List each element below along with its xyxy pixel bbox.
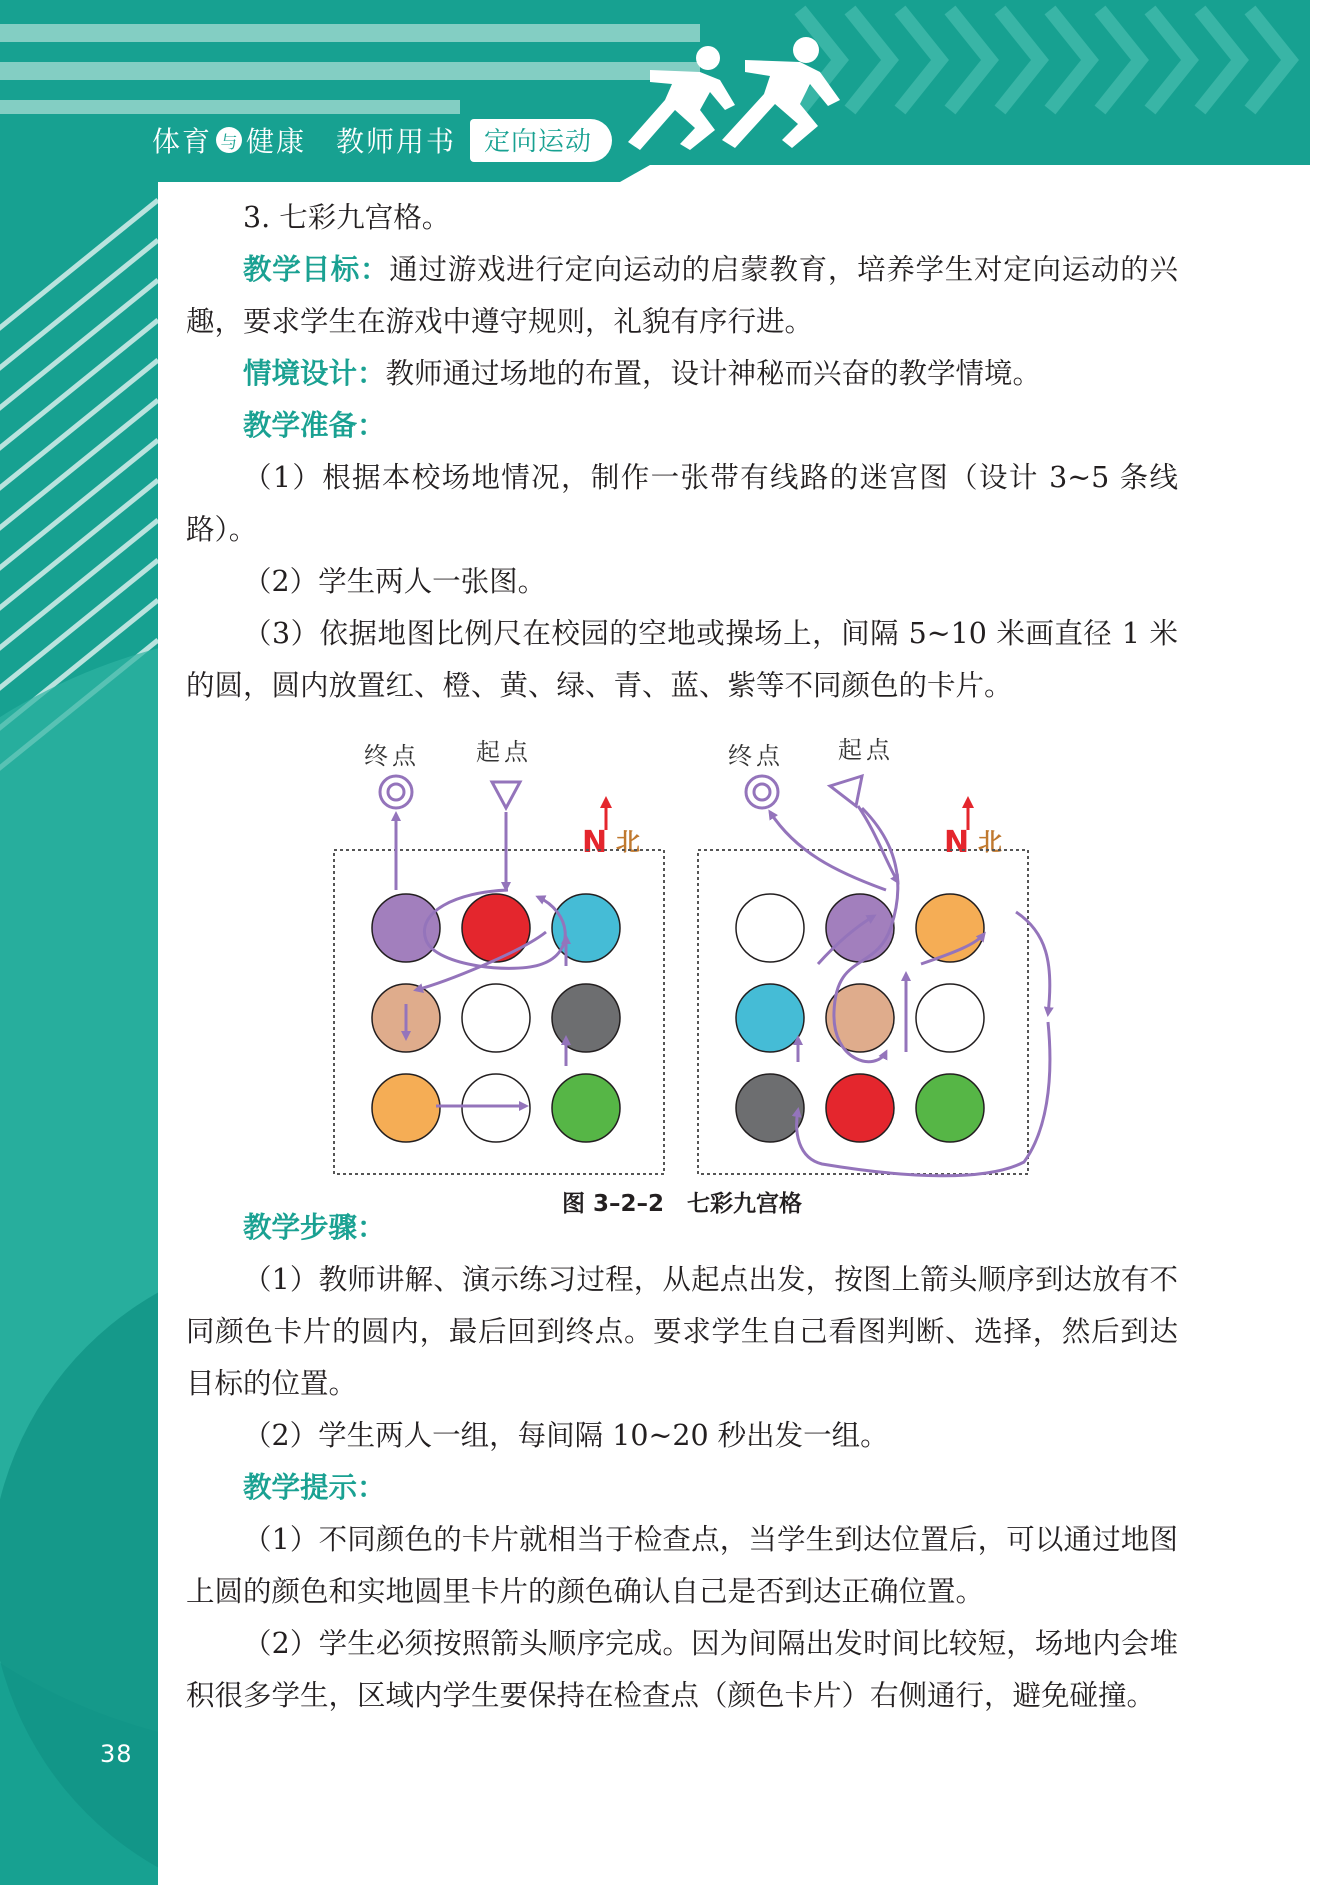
book-title-a: 体育 xyxy=(152,125,213,158)
finish-label-right: 终点 xyxy=(728,742,784,770)
page-header xyxy=(0,0,1332,182)
page-number: 38 xyxy=(100,1740,133,1768)
start-label-left: 起点 xyxy=(476,738,532,766)
tips-item: （2）学生必须按照箭头顺序完成。因为间隔出发时间比较短，场地内会堆积很多学生，区域内学生要保持在检查点（颜色卡片）右侧通行，避免碰撞。 xyxy=(186,1627,1178,1712)
prep-item: （2）学生两人一张图。 xyxy=(243,565,547,598)
goal-text: 通过游戏进行定向运动的启蒙教育，培养学生对定向运动的兴趣，要求学生在游戏中遵守规则，礼貌有序行进。 xyxy=(186,253,1178,338)
checkpoint-circle-white xyxy=(462,1074,530,1142)
header-title xyxy=(152,120,612,160)
checkpoint-circle-cyan xyxy=(736,984,804,1052)
north-letter-right: N xyxy=(944,825,970,860)
left-decorative-strip xyxy=(0,0,158,1885)
steps-item: （1）教师讲解、演示练习过程，从起点出发，按图上箭头顺序到达放有不同颜色卡片的圆内，最后回到终点。要求学生自己看图判断、选择，然后到达目标的位置。 xyxy=(186,1263,1178,1400)
prep-heading xyxy=(186,400,1178,452)
north-letter-left: N xyxy=(582,825,608,860)
checkpoint-circle-white xyxy=(916,984,984,1052)
goal-label: 教学目标： xyxy=(243,253,390,286)
steps-item: （2）学生两人一组，每间隔 10~20 秒出发一组。 xyxy=(243,1419,889,1452)
finish-label-left: 终点 xyxy=(364,742,420,770)
north-label-left: 北 xyxy=(616,828,640,856)
checkpoint-circle-white xyxy=(736,894,804,962)
scene-paragraph xyxy=(186,348,1178,400)
north-label-right: 北 xyxy=(978,828,1002,856)
page-content-lower xyxy=(186,1202,1178,1722)
start-marker-left xyxy=(492,782,520,808)
item-title: 3. 七彩九宫格。 xyxy=(243,201,451,234)
checkpoint-circle-orange xyxy=(916,894,984,962)
start-label-right: 起点 xyxy=(838,736,894,764)
finish-marker-right xyxy=(746,776,778,808)
steps-heading xyxy=(186,1202,1178,1254)
prep-item: （1）根据本校场地情况，制作一张带有线路的迷宫图（设计 3~5 条线路）。 xyxy=(186,461,1178,546)
tips-heading xyxy=(186,1462,1178,1514)
checkpoint-circle-green xyxy=(552,1074,620,1142)
tips-item: （1）不同颜色的卡片就相当于检查点，当学生到达位置后，可以通过地图上圆的颜色和实地圆里卡片的颜色确认自己是否到达正确位置。 xyxy=(186,1523,1178,1608)
start-marker-right xyxy=(830,776,862,806)
checkpoint-circle-gray xyxy=(736,1074,804,1142)
checkpoint-circle-white xyxy=(462,984,530,1052)
checkpoint-circle-purple xyxy=(372,894,440,962)
grid-right xyxy=(736,894,984,1142)
steps-label: 教学步骤： xyxy=(243,1211,386,1244)
goal-paragraph xyxy=(186,244,1178,348)
finish-marker-left xyxy=(380,776,412,808)
checkpoint-circle-gray xyxy=(552,984,620,1052)
checkpoint-circle-red xyxy=(462,894,530,962)
figure-caption: 图 3–2–2 七彩九宫格 xyxy=(561,1191,803,1217)
scene-label: 情境设计： xyxy=(243,357,386,390)
strip-pattern xyxy=(0,0,158,1885)
checkpoint-circle-purple xyxy=(826,894,894,962)
prep-item: （3）依据地图比例尺在校园的空地或操场上，间隔 5~10 米画直径 1 米的圆，圆内放置红、橙、黄、绿、青、蓝、紫等不同颜色的卡片。 xyxy=(186,617,1178,702)
tips-label: 教学提示： xyxy=(243,1471,386,1504)
prep-label: 教学准备： xyxy=(243,409,386,442)
book-title-b: 健康 xyxy=(246,125,307,158)
book-subtitle: 教师用书 xyxy=(336,125,457,158)
checkpoint-circle-red xyxy=(826,1074,894,1142)
nine-grid-diagram xyxy=(186,712,1178,1232)
checkpoint-circle-cyan xyxy=(552,894,620,962)
checkpoint-circle-green xyxy=(916,1074,984,1142)
section-tag: 定向运动 xyxy=(470,119,612,162)
scene-text: 教师通过场地的布置，设计神秘而兴奋的教学情境。 xyxy=(385,357,1042,390)
route-right xyxy=(770,806,1050,1176)
book-title-join-badge: 与 xyxy=(216,127,242,153)
checkpoint-circle-orange xyxy=(372,1074,440,1142)
